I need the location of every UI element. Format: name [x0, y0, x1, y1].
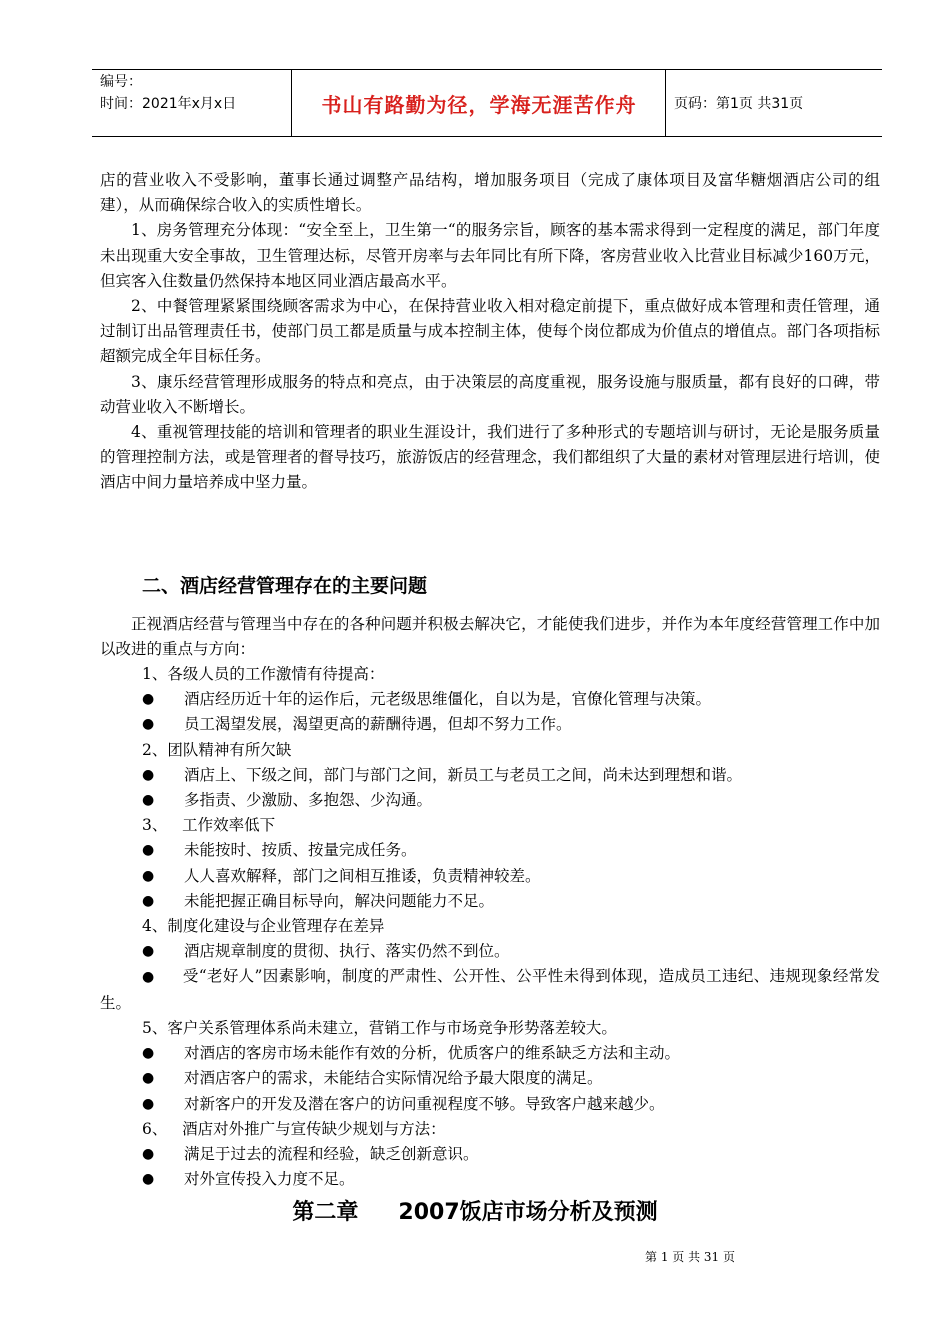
document-body — [100, 168, 880, 1192]
bullet-item: ● 酒店规章制度的贯彻、执行、落实仍然不到位。 — [100, 939, 880, 964]
bullet-item: ● 满足于过去的流程和经验，缺乏创新意识。 — [100, 1142, 880, 1167]
bullet-item: ● 多指责、少激励、多抱怨、少沟通。 — [100, 788, 880, 813]
bullet-item: ● 员工渴望发展，渴望更高的薪酬待遇，但却不努力工作。 — [100, 712, 880, 737]
bullet-icon: ● — [142, 792, 155, 809]
bullet-icon: ● — [142, 766, 155, 783]
bullet-item: ● 对酒店客户的需求，未能结合实际情况给予最大限度的满足。 — [100, 1066, 880, 1091]
issue-heading: 6、 酒店对外推广与宣传缺少规划与方法： — [142, 1119, 446, 1138]
bullet-item: ● 酒店经历近十年的运作后，元老级思维僵化，自以为是，官僚化管理与决策。 — [100, 687, 880, 712]
header-meta-cell — [92, 70, 292, 136]
issue-heading: 4、制度化建设与企业管理存在差异 — [142, 917, 385, 936]
section-heading: 二、酒店经营管理存在的主要问题 — [142, 574, 428, 597]
bullet-icon: ● — [142, 716, 155, 733]
section-intro: 正视酒店经营与管理当中存在的各种问题并积极去解决它，才能使我们进步，并作为本年度经营管理工作中加以改进的重点与方向： — [100, 614, 880, 658]
number-label: 编号： — [100, 74, 142, 90]
bullet-icon: ● — [142, 1145, 155, 1162]
bullet-item: ● 对新客户的开发及潜在客户的访问重视程度不够。导致客户越来越少。 — [100, 1092, 880, 1117]
paragraph: 4、重视管理技能的培训和管理者的职业生涯设计，我们进行了多种形式的专题培训与研讨，无论是服务质量的管理控制方法，或是管理者的督导技巧，旅游饭店的经营理念，我们都组织了大量的素材对管理层进行培训，使酒店中间力量培养成中坚力量。 — [100, 423, 880, 492]
bullet-item: ● 未能按时、按质、按量完成任务。 — [100, 838, 880, 863]
bullet-icon: ● — [142, 892, 155, 909]
chapter-heading — [0, 1195, 950, 1226]
issue-heading: 1、各级人员的工作激情有待提高： — [142, 665, 385, 684]
paragraph: 3、康乐经营管理形成服务的特点和亮点，由于决策层的高度重视，服务设施与服质量，都有良好的口碑，带动营业收入不断增长。 — [100, 372, 880, 416]
bullet-icon: ● — [142, 1095, 155, 1112]
bullet-icon: ● — [142, 1045, 155, 1062]
bullet-icon: ● — [142, 1171, 155, 1188]
bullet-icon: ● — [142, 969, 155, 986]
bullet-icon: ● — [142, 691, 155, 708]
header-motto: 书山有路勤为径，学海无涯苦作舟 — [293, 70, 666, 136]
bullet-icon: ● — [142, 1070, 155, 1087]
bullet-icon: ● — [142, 943, 155, 960]
chapter-title: 2007饭店市场分析及预测 — [398, 1200, 658, 1225]
issue-heading: 2、团队精神有所欠缺 — [142, 740, 292, 759]
bullet-item: ● 人人喜欢解释，部门之间相互推诿，负责精神较差。 — [100, 864, 880, 889]
bullet-icon: ● — [142, 867, 155, 884]
header-table — [92, 69, 882, 137]
header-page-info: 页码：第1页 共31页 — [674, 96, 804, 112]
bullet-item: ● 对酒店的客房市场未能作有效的分析，优质客户的维系缺乏方法和主动。 — [100, 1041, 880, 1066]
paragraph: 2、中餐管理紧紧围绕顾客需求为中心，在保持营业收入相对稳定前提下，重点做好成本管理和责任管理，通过制订出品管理责任书，使部门员工都是质量与成本控制主体，使每个岗位都成为价值点的增值点。部门各项指标超额完成全年目标任务。 — [100, 297, 880, 366]
page-footer: 第 1 页 共 31 页 — [645, 1250, 735, 1264]
bullet-item: ● 对外宣传投入力度不足。 — [100, 1167, 880, 1192]
paragraph: 店的营业收入不受影响，董事长通过调整产品结构，增加服务项目（完成了康体项目及富华糖烟酒店公司的组建），从而确保综合收入的实质性增长。 — [100, 171, 880, 215]
bullet-item: ● 未能把握正确目标导向，解决问题能力不足。 — [100, 889, 880, 914]
issue-heading: 3、 工作效率低下 — [142, 816, 276, 835]
issue-heading: 5、客户关系管理体系尚未建立，营销工作与市场竞争形势落差较大。 — [142, 1018, 617, 1037]
time-label: 时间：2021年x月x日 — [100, 96, 237, 112]
bullet-icon: ● — [142, 842, 155, 859]
paragraph: 1、房务管理充分体现：“安全至上，卫生第一“的服务宗旨，顾客的基本需求得到一定程度的满足，部门年度未出现重大安全事故，卫生管理达标，尽管开房率与去年同比有所下降，客房营业收入比营业目标减少160万元，但宾客入住数量仍然保持本地区同业酒店最高水平。 — [100, 221, 880, 290]
chapter-label: 第二章 — [292, 1200, 359, 1225]
bullet-item: ● 酒店上、下级之间，部门与部门之间，新员工与老员工之间，尚未达到理想和谐。 — [100, 763, 880, 788]
bullet-item-wrapped: ● 受“老好人”因素影响，制度的严肃性、公开性、公平性未得到体现，造成员工违纪、违规现象经常发生。 — [100, 967, 881, 1012]
